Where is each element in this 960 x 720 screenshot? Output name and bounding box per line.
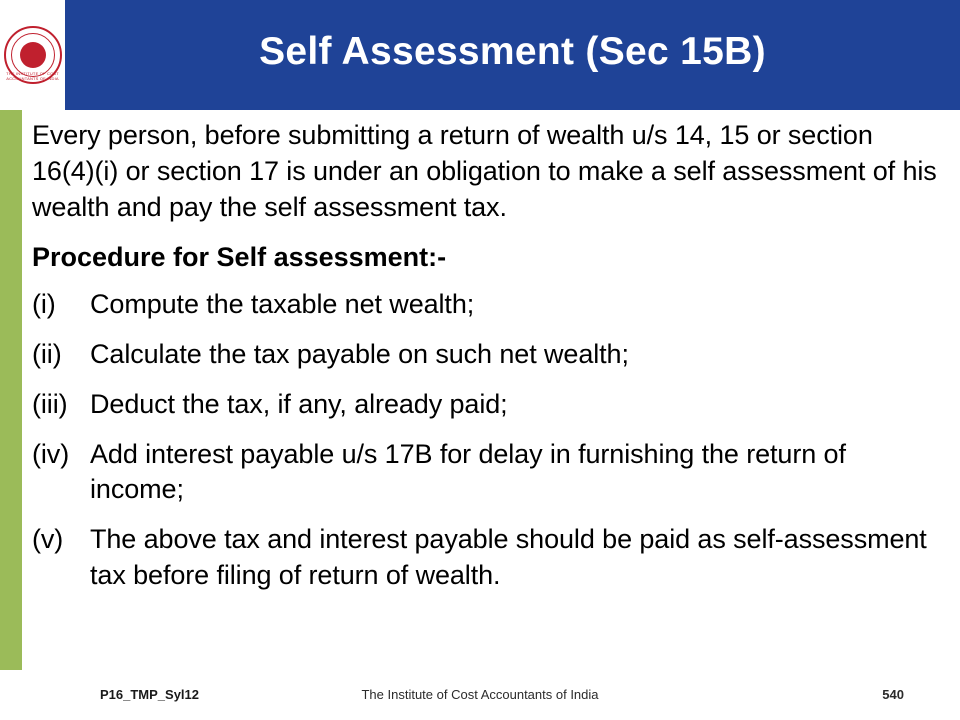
list-item-text: The above tax and interest payable should be paid as self-assessment tax before filing of return of wealth. — [90, 524, 927, 591]
seal-caption: THE INSTITUTE OF COST ACCOUNTANTS OF INDIA — [6, 71, 59, 81]
list-item-marker: (i) — [32, 288, 56, 319]
slide-content — [32, 118, 942, 608]
list-item-marker: (iii) — [32, 388, 68, 419]
logo-container — [0, 0, 65, 110]
institute-seal-logo — [4, 26, 62, 84]
slide-footer — [0, 682, 960, 706]
page-title: Self Assessment (Sec 15B) — [259, 30, 766, 73]
list-item-text: Calculate the tax payable on such net wealth; — [90, 338, 629, 369]
seal-inner-emblem — [20, 42, 46, 68]
list-item — [32, 437, 942, 509]
procedure-list — [32, 287, 942, 594]
footer-document-code: P16_TMP_Syl12 — [100, 686, 200, 702]
list-item-marker: (v) — [32, 524, 64, 555]
footer-page-number: 540 — [882, 686, 904, 702]
intro-paragraph: Every person, before submitting a return of wealth u/s 14, 15 or section 16(4)(i) or section 17 is under an obligation to make a self assessment of his wealth and pay the self assessment tax. — [32, 120, 937, 222]
list-item — [32, 287, 942, 323]
footer-organization: The Institute of Cost Accountants of India — [361, 686, 599, 702]
procedure-subheading: Procedure for Self assessment:- — [32, 241, 447, 272]
list-item-text: Deduct the tax, if any, already paid; — [90, 388, 508, 419]
list-item-marker: (iv) — [32, 438, 70, 469]
list-item — [32, 337, 942, 373]
left-accent-bar — [0, 110, 22, 670]
list-item-marker: (ii) — [32, 338, 62, 369]
list-item-text: Compute the taxable net wealth; — [90, 288, 475, 319]
list-item — [32, 522, 942, 594]
list-item-text: Add interest payable u/s 17B for delay in furnishing the return of income; — [90, 438, 846, 505]
list-item — [32, 387, 942, 423]
